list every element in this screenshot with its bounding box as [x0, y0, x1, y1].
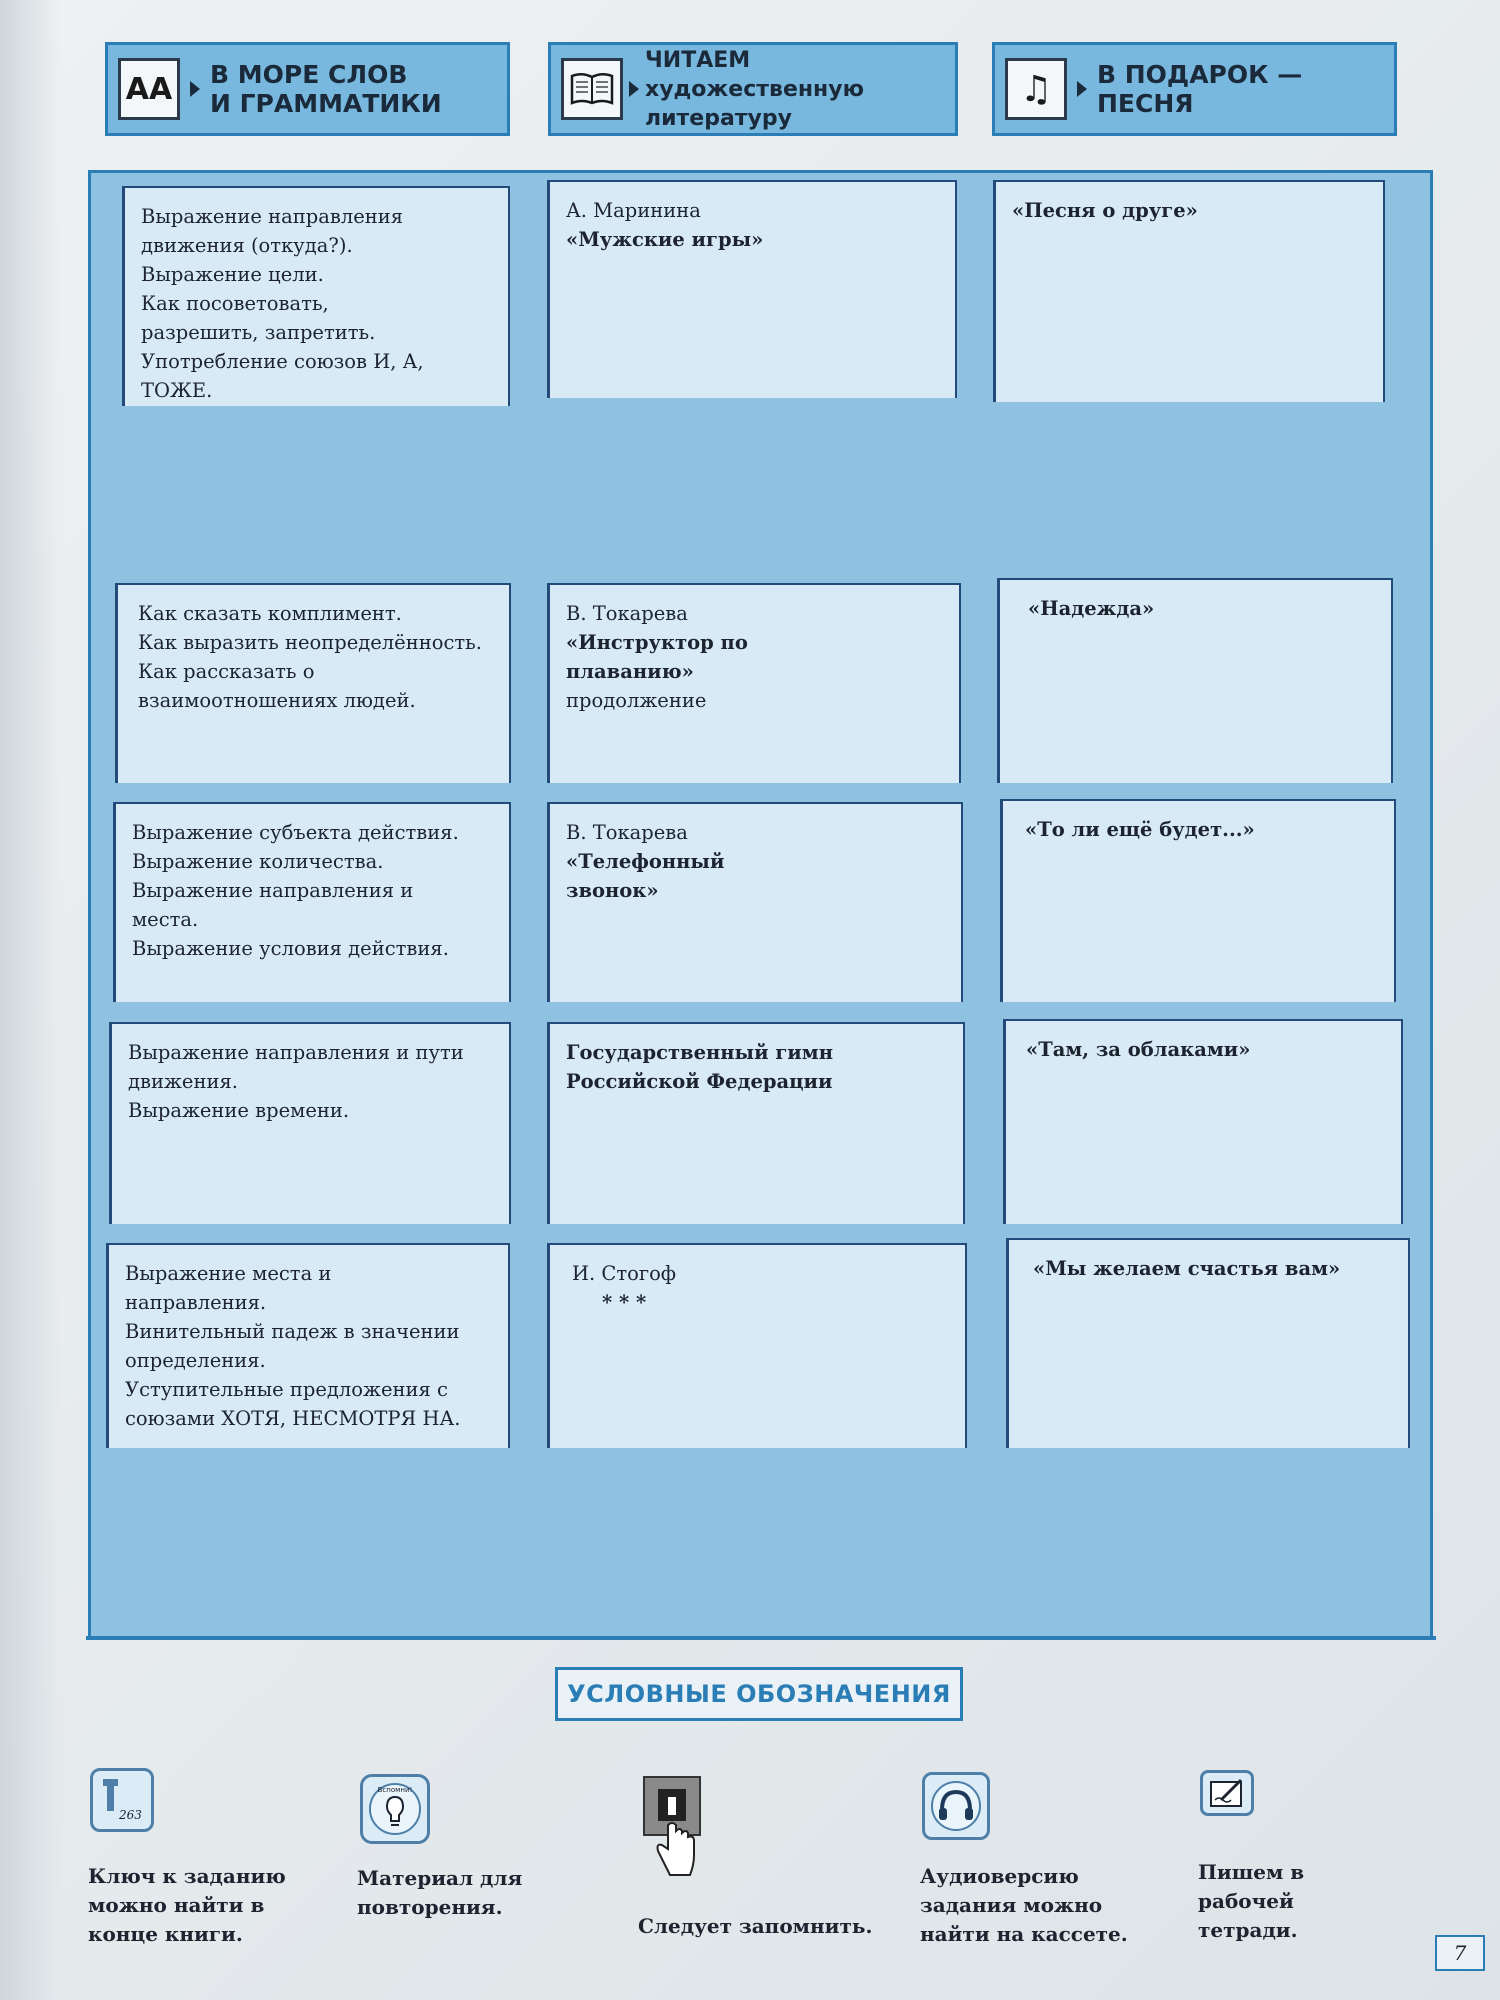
headphones-icon: [922, 1772, 990, 1840]
song-title: «Там, за облаками»: [1026, 1038, 1251, 1061]
literature-cell: [547, 1022, 965, 1224]
legend-audio-text: Аудиоверсию задания можно найти на кассете.: [920, 1864, 1128, 1946]
lightbulb-remember-icon: [360, 1774, 430, 1844]
literature-author: В. Токарева: [566, 602, 688, 625]
book-icon: [561, 58, 623, 120]
grammar-line: Употребление союзов И, А,: [141, 350, 424, 373]
literature-cell: [547, 180, 957, 398]
literature-cell: [547, 802, 963, 1002]
grammar-line: движения (откуда?).: [141, 234, 353, 257]
grammar-line: Как рассказать о: [138, 660, 315, 683]
literature-title: Государственный гимн Российской Федерации: [566, 1041, 833, 1093]
grammar-line: Выражение цели.: [141, 263, 324, 286]
grammar-line: Как посоветовать,: [141, 292, 329, 315]
grammar-line: движения.: [128, 1070, 238, 1093]
grammar-line: Выражение условия действия.: [132, 937, 449, 960]
letters-aa-icon: AA: [118, 58, 180, 120]
song-cell: [1003, 1019, 1403, 1224]
grammar-line: Выражение направления и: [132, 879, 414, 902]
grammar-line: Выражение субъекта действия.: [132, 821, 459, 844]
grammar-line: направления.: [125, 1291, 267, 1314]
literature-author: А. Маринина: [566, 199, 701, 222]
literature-cell: [547, 583, 961, 783]
header-grammar-title: В МОРЕ СЛОВ И ГРАММАТИКИ: [210, 60, 442, 118]
literature-title: * * *: [602, 1291, 647, 1314]
legend-title: [555, 1667, 963, 1721]
song-title: «Надежда»: [1028, 597, 1155, 620]
grammar-line: Как сказать комплимент.: [138, 602, 402, 625]
grammar-cell: [109, 1022, 511, 1224]
grammar-line: Выражение направления: [141, 205, 404, 228]
song-title: «То ли ещё будет...»: [1025, 818, 1255, 841]
arrow-right-icon: [1077, 81, 1087, 97]
svg-text:Вспомни!: Вспомни!: [377, 1786, 413, 1794]
header-grammar: [105, 42, 510, 136]
grammar-line: Винительный падеж в значении: [125, 1320, 460, 1343]
grammar-line: союзами ХОТЯ, НЕСМОТРЯ НА.: [125, 1407, 461, 1430]
legend-key-text: Ключ к заданию можно найти в конце книги.: [88, 1864, 286, 1946]
svg-text:263: 263: [119, 1808, 142, 1822]
grammar-line: ТОЖЕ.: [141, 379, 213, 402]
header-literature: [548, 42, 958, 136]
song-cell: [993, 180, 1385, 402]
literature-title: «Инструктор по плаванию»: [566, 631, 748, 683]
song-title: «Песня о друге»: [1012, 199, 1198, 222]
page-number: 7: [1435, 1935, 1485, 1971]
grammar-cell: [122, 186, 510, 406]
literature-author: И. Стогоф: [572, 1262, 677, 1285]
song-title: «Мы желаем счастья вам»: [1033, 1257, 1341, 1280]
literature-author: В. Токарева: [566, 821, 688, 844]
key-icon: [90, 1768, 154, 1832]
legend-repeat-text: Материал для повторения.: [357, 1866, 523, 1919]
grammar-line: Выражение места и: [125, 1262, 332, 1285]
grammar-line: разрешить, запретить.: [141, 321, 376, 344]
page-spine-shadow: [0, 0, 60, 2000]
literature-cell: [547, 1243, 967, 1448]
literature-note: продолжение: [566, 689, 707, 712]
literature-title: «Мужские игры»: [566, 228, 764, 251]
legend-title-text: УСЛОВНЫЕ ОБОЗНАЧЕНИЯ: [567, 1680, 951, 1708]
grammar-cell: [106, 1243, 510, 1448]
music-note-icon: ♫: [1005, 58, 1067, 120]
header-song: [992, 42, 1397, 136]
pen-writing-icon: [1200, 1770, 1254, 1816]
arrow-right-icon: [190, 81, 200, 97]
literature-title: «Телефонный звонок»: [566, 850, 725, 902]
legend-remember-text: Следует запомнить.: [638, 1914, 873, 1938]
grammar-line: Как выразить неопределённость.: [138, 631, 482, 654]
grammar-line: Уступительные предложения с: [125, 1378, 448, 1401]
grammar-line: взаимоотношениях людей.: [138, 689, 416, 712]
divider: [86, 1636, 1436, 1640]
grammar-line: определения.: [125, 1349, 266, 1372]
song-cell: [997, 578, 1393, 783]
grammar-cell: [113, 802, 511, 1002]
grammar-line: Выражение времени.: [128, 1099, 350, 1122]
arrow-right-icon: [629, 81, 639, 97]
grammar-line: места.: [132, 908, 199, 931]
finger-press-icon: [640, 1775, 704, 1885]
header-song-title: В ПОДАРОК — ПЕСНЯ: [1097, 60, 1303, 118]
song-cell: [1006, 1238, 1410, 1448]
grammar-line: Выражение количества.: [132, 850, 384, 873]
header-literature-title: ЧИТАЕМ художественную литературу: [645, 47, 864, 131]
legend-workbook-text: Пишем в рабочей тетради.: [1198, 1860, 1305, 1942]
grammar-line: Выражение направления и пути: [128, 1041, 464, 1064]
song-cell: [1000, 799, 1396, 1002]
grammar-cell: [115, 583, 511, 783]
